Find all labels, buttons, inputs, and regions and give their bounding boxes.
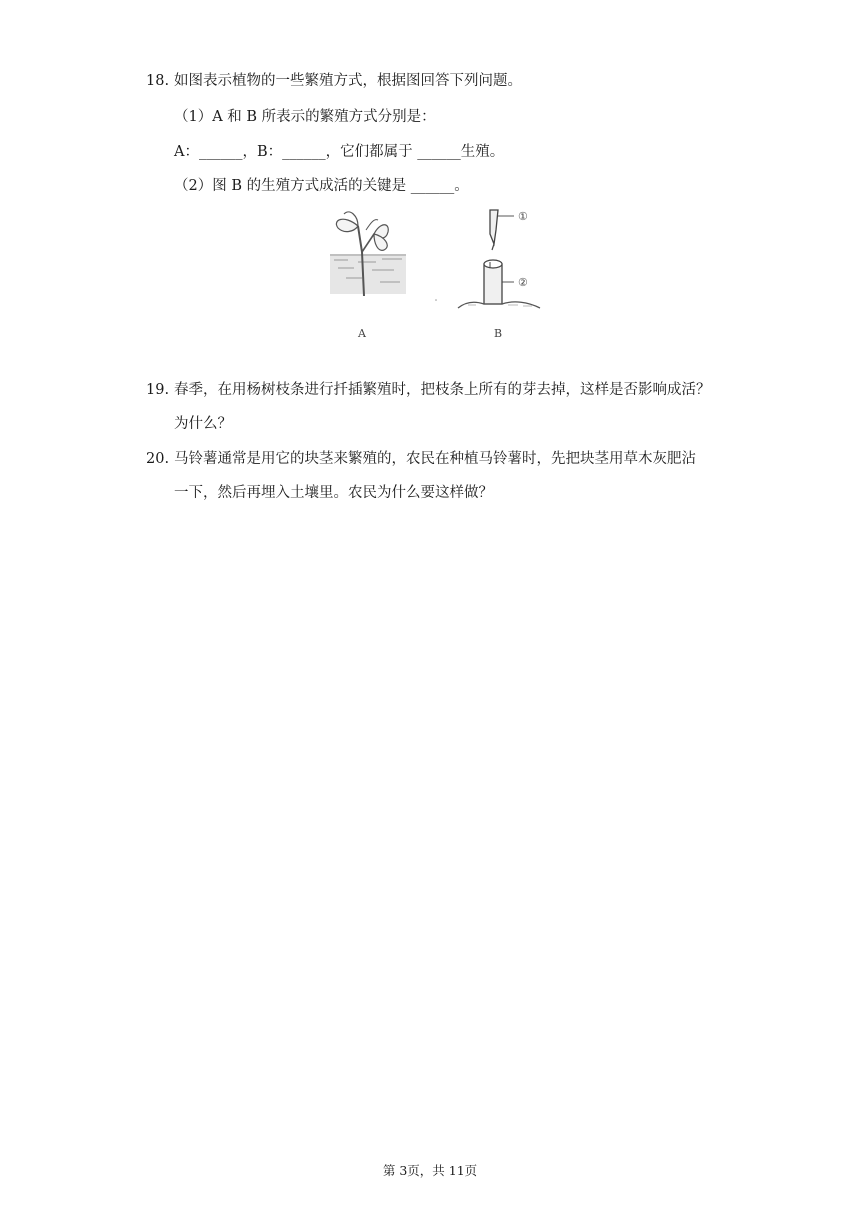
grafting-illustration (458, 210, 540, 308)
question-18-stem (146, 71, 522, 91)
question-text: 如图表示植物的一些繁殖方式，根据图回答下列问题。 (174, 73, 522, 89)
question-19-line2: 为什么？ (174, 416, 232, 432)
marker-stock: ② (518, 276, 528, 289)
question-number: 18. (146, 73, 170, 89)
marker-scion: ① (518, 210, 528, 223)
page-footer: 第 3页，共 11页 (382, 1163, 478, 1178)
figure-label-b: B (494, 327, 503, 340)
question-number: 19. (146, 382, 170, 398)
reproduction-figure (318, 204, 550, 344)
question-18-sub2: （2）图 B 的生殖方式成活的关键是 ______。 (174, 178, 469, 194)
figure-label-a: A (358, 327, 366, 340)
question-18-answer-line: A：______，B：______，它们都属于 ______生殖。 (174, 144, 505, 160)
question-20-line2: 一下，然后再埋入土壤里。农民为什么要这样做？ (174, 485, 493, 501)
question-text: 春季，在用杨树枝条进行扦插繁殖时，把枝条上所有的芽去掉，这样是否影响成活？ (174, 382, 711, 398)
cutting-illustration (330, 212, 406, 296)
question-18-sub1: （1）A 和 B 所表示的繁殖方式分别是： (174, 109, 436, 125)
question-19-line1 (146, 380, 711, 400)
question-number: 20. (146, 451, 170, 467)
question-text: 马铃薯通常是用它的块茎来繁殖的，农民在种植马铃薯时，先把块茎用草木灰肥沾 (174, 451, 696, 467)
question-20-line1 (146, 449, 696, 469)
